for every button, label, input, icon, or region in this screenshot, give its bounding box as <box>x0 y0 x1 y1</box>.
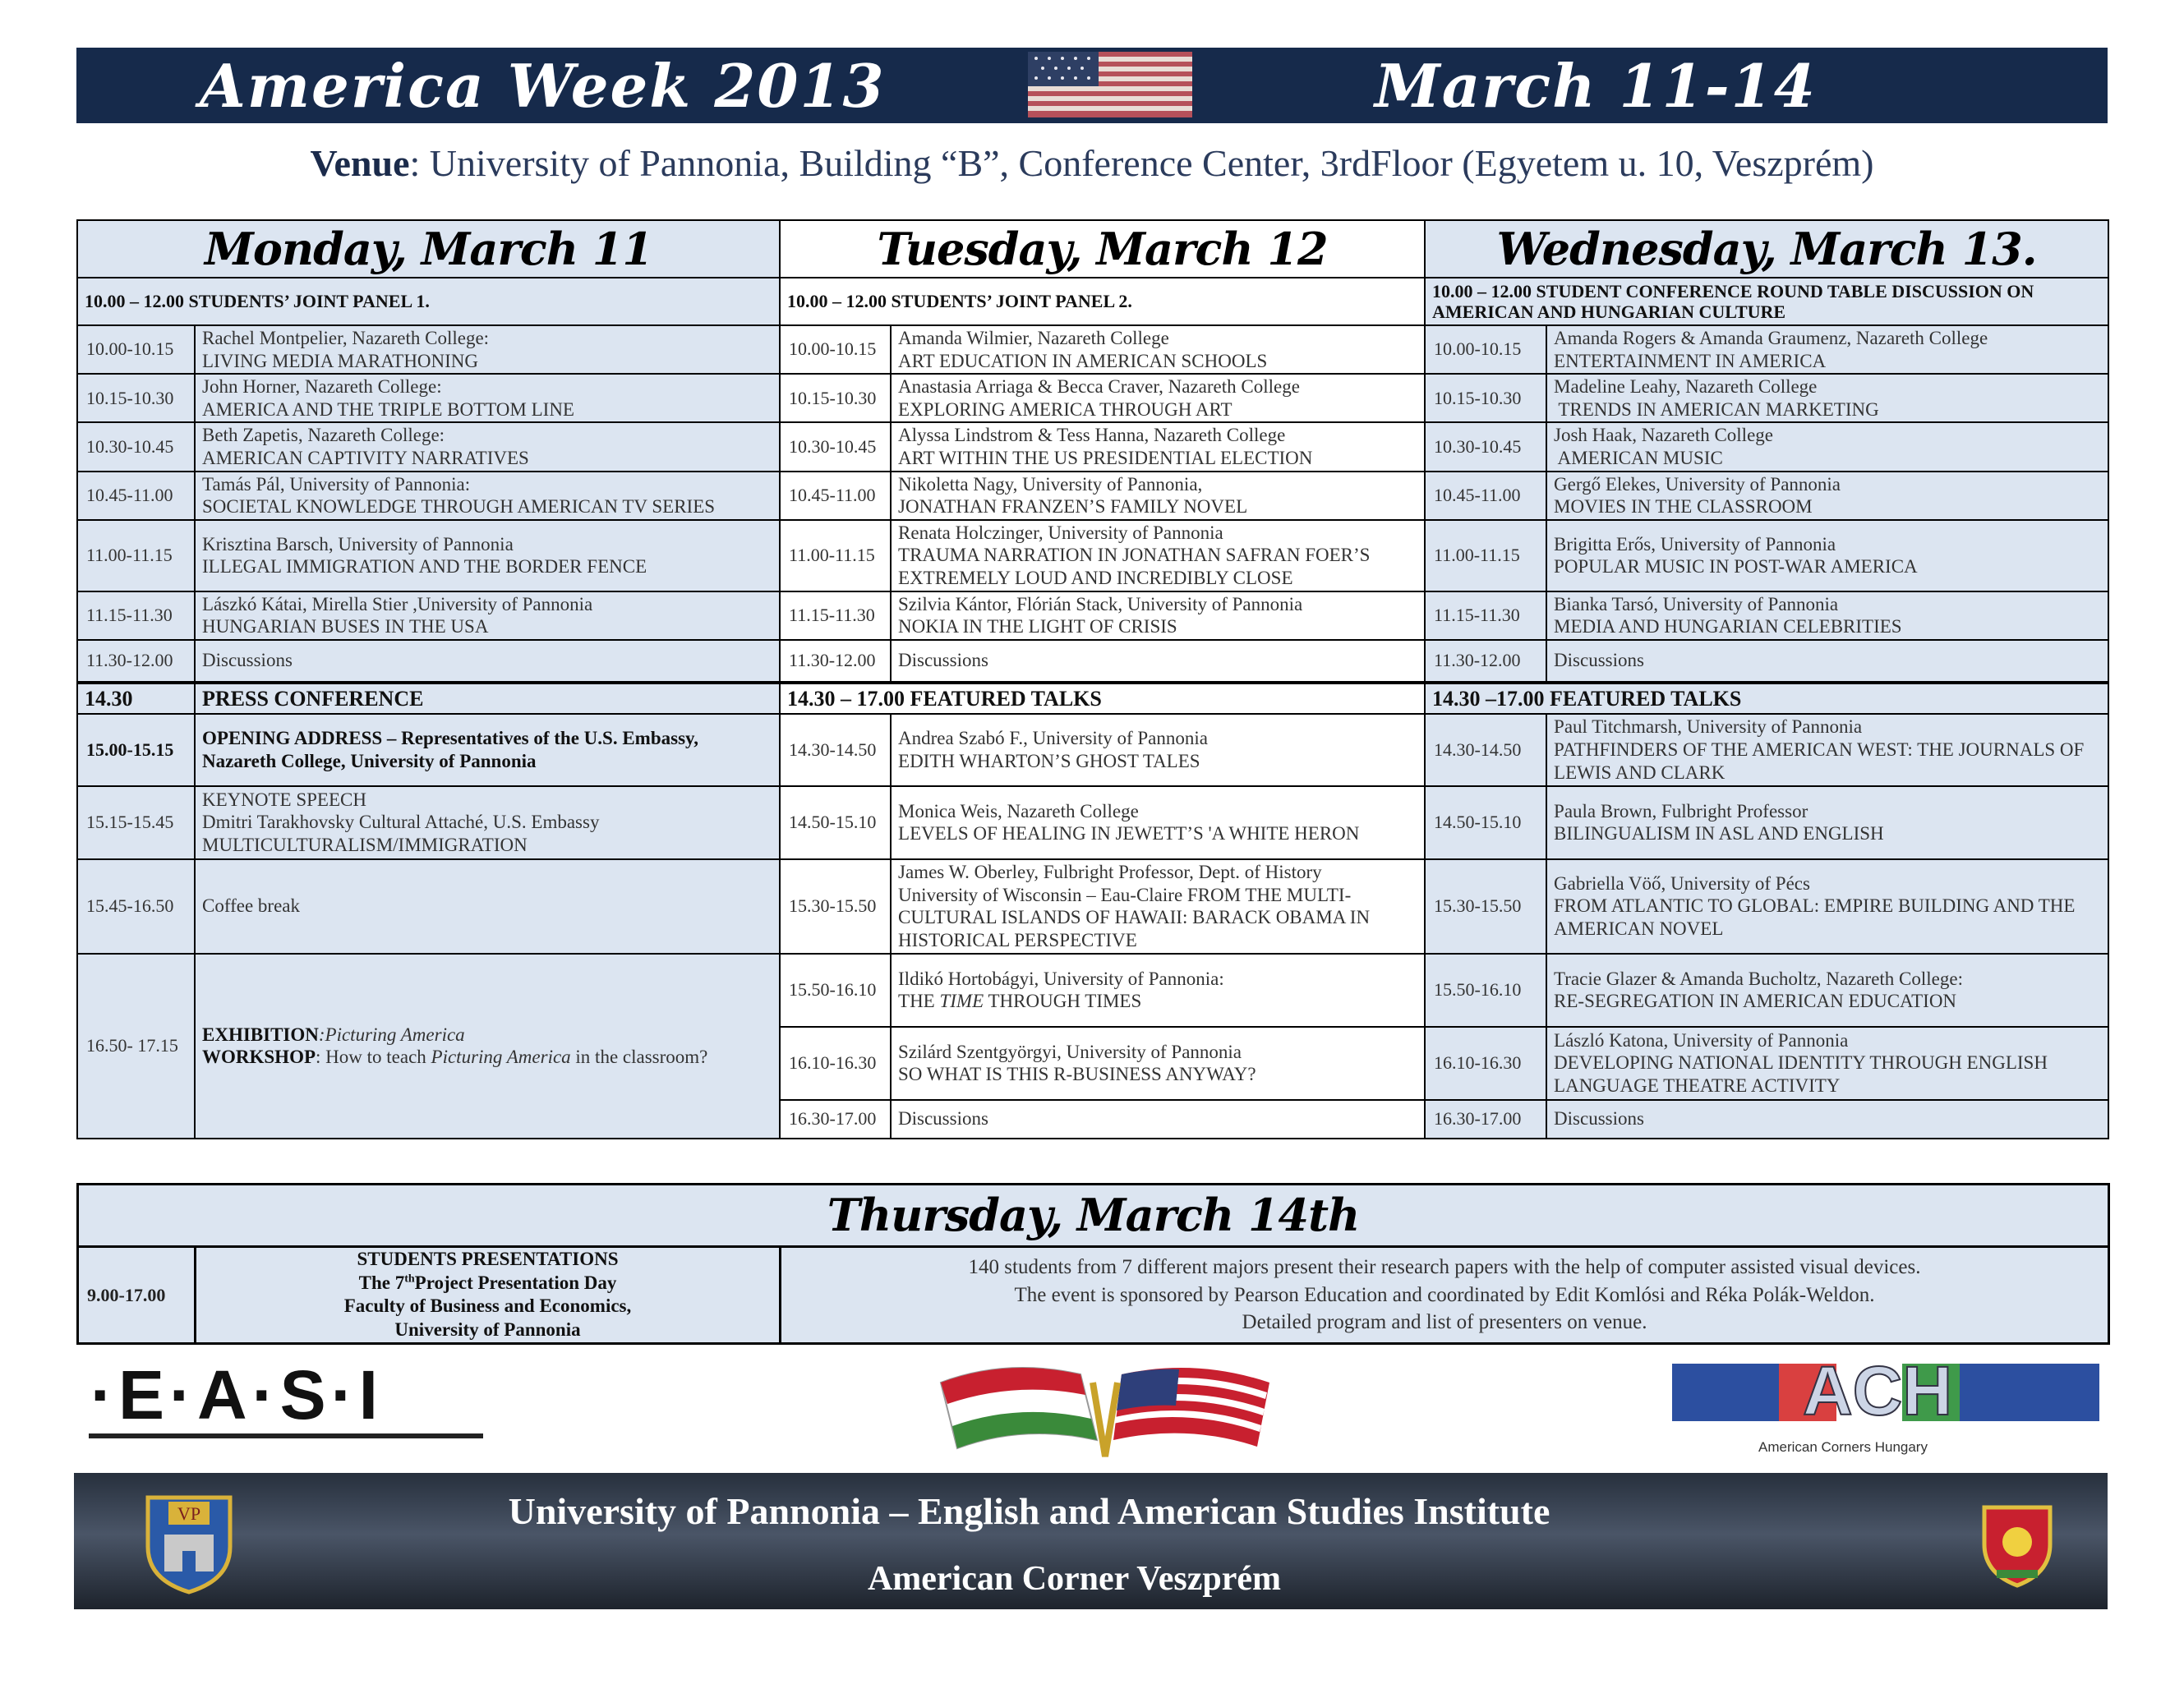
talk-cell <box>891 954 1425 1027</box>
talk-title: ART WITHIN THE US PRESIDENTIAL ELECTION <box>898 447 1313 468</box>
event-label: STUDENTS PRESENTATIONS <box>357 1248 619 1269</box>
time-cell: 11.15-11.30 <box>77 591 195 640</box>
time-cell: 11.15-11.30 <box>780 591 891 640</box>
ach-logo: ACH <box>1803 1364 1952 1429</box>
talk-title: EDITH WHARTON’S GHOST TALES <box>898 750 1200 771</box>
schedule-row <box>77 714 2108 786</box>
talk-cell <box>891 472 1425 520</box>
talk-title: MOVIES IN THE CLASSROOM <box>1554 496 1813 518</box>
event-day-text: The 7 <box>358 1272 405 1293</box>
speaker: Szilvia Kántor, Flórián Stack, University of Pannonia <box>898 593 1303 614</box>
talk-cell <box>1546 520 2108 591</box>
footer-institute: University of Pannonia – English and American Studies Institute <box>508 1490 1550 1532</box>
talk-title: NOKIA IN THE LIGHT OF CRISIS <box>898 616 1177 637</box>
talk-title: POPULAR MUSIC IN POST-WAR AMERICA <box>1554 556 1918 578</box>
venue-line <box>0 141 2184 185</box>
talk-cell: Discussions <box>195 640 780 683</box>
talk-cell <box>1546 472 2108 520</box>
talk-title: RE-SEGREGATION IN AMERICAN EDUCATION <box>1554 991 1957 1012</box>
day-header-row <box>77 220 2108 278</box>
description-line: Detailed program and list of presenters on venue. <box>1242 1311 1647 1334</box>
speaker: Tracie Glazer & Amanda Bucholtz, Nazareth College: <box>1554 968 1963 989</box>
workshop-text-end: in the classroom? <box>570 1047 708 1068</box>
speaker: Monica Weis, Nazareth College <box>898 800 1139 821</box>
footer-banner <box>74 1473 2108 1609</box>
thursday-event <box>196 1246 781 1343</box>
time-cell: 16.30-17.00 <box>1425 1100 1546 1139</box>
time-cell: 11.00-11.15 <box>780 520 891 591</box>
description-line: The event is sponsored by Pearson Education and coordinated by Edit Komlósi and Réka Polák-Weldon. <box>1014 1283 1875 1306</box>
talk-title <box>898 990 1417 1013</box>
talk-cell: Discussions <box>891 640 1425 683</box>
time-cell: 15.30-15.50 <box>780 859 891 954</box>
schedule-row <box>77 786 2108 859</box>
talk-title: MEDIA AND HUNGARIAN CELEBRITIES <box>1554 616 1902 637</box>
time-cell: 10.00-10.15 <box>1425 325 1546 374</box>
workshop-text: : How to teach <box>316 1047 431 1068</box>
speaker: Anastasia Arriaga & Becca Craver, Nazareth College <box>898 376 1300 398</box>
us-flag-icon <box>1028 52 1192 117</box>
opening-address: OPENING ADDRESS – Representatives of the U.S. Embassy, Nazareth College, University of Pannonia <box>195 714 780 786</box>
schedule-row <box>77 472 2108 520</box>
talk-cell <box>195 472 780 520</box>
talk-title: AMERICA AND THE TRIPLE BOTTOM LINE <box>202 398 574 420</box>
speaker: Madeline Leahy, Nazareth College <box>1554 376 1818 398</box>
talk-title: EXPLORING AMERICA THROUGH ART <box>898 398 1233 420</box>
schedule-row <box>77 640 2108 683</box>
time-cell: 15.15-15.45 <box>77 786 195 859</box>
title-banner <box>76 48 2108 123</box>
schedule-row <box>77 374 2108 422</box>
speaker: Beth Zapetis, Nazareth College: <box>202 425 445 446</box>
talk-cell <box>1546 325 2108 374</box>
talk-title: SOCIETAL KNOWLEDGE THROUGH AMERICAN TV SERIES <box>202 496 716 518</box>
talk-cell <box>195 520 780 591</box>
time-cell: 14.30-14.50 <box>780 714 891 786</box>
monday-panel: 10.00 – 12.00 STUDENTS’ JOINT PANEL 1. <box>77 278 780 325</box>
time-cell: 11.30-12.00 <box>780 640 891 683</box>
time-cell: 10.15-10.30 <box>77 374 195 422</box>
talk-cell <box>195 374 780 422</box>
speaker: Bianka Tarsó, University of Pannonia <box>1554 593 1839 614</box>
title-part: THE <box>898 991 940 1012</box>
speaker: Alyssa Lindstrom & Tess Hanna, Nazareth College <box>898 425 1286 446</box>
exhibition-title: :Picturing America <box>318 1024 465 1045</box>
keynote-cell <box>195 786 780 859</box>
time-cell: 14.30-14.50 <box>1425 714 1546 786</box>
talk-title: ILLEGAL IMMIGRATION AND THE BORDER FENCE <box>202 556 647 578</box>
talk-cell <box>195 325 780 374</box>
time-cell: 11.00-11.15 <box>77 520 195 591</box>
footer-corner: American Corner Veszprém <box>867 1560 1282 1598</box>
ach-caption: American Corners Hungary <box>1758 1439 1928 1455</box>
schedule-row <box>77 422 2108 471</box>
talk-cell <box>891 714 1425 786</box>
speaker: Andrea Szabó F., University of Pannonia <box>898 728 1208 749</box>
talk-title: JONATHAN FRANZEN’S FAMILY NOVEL <box>898 496 1248 518</box>
talk-title: MULTICULTURALISM/IMMIGRATION <box>202 835 528 856</box>
easi-logo: ·E·A·S·I <box>90 1356 383 1433</box>
speaker: Paula Brown, Fulbright Professor <box>1554 800 1808 821</box>
talk-cell <box>891 520 1425 591</box>
event-day <box>196 1272 779 1295</box>
talk-title: AMERICAN MUSIC <box>1554 447 1723 468</box>
press-conference-heading: PRESS CONFERENCE <box>195 683 780 714</box>
time-cell: 10.30-10.45 <box>780 422 891 471</box>
description-line: 140 students from 7 different majors present their research papers with the help of computer assisted visual devices. <box>968 1255 1921 1278</box>
ordinal-suffix: th <box>404 1272 415 1285</box>
talk-cell <box>891 786 1425 859</box>
wednesday-panel: 10.00 – 12.00 STUDENT CONFERENCE ROUND TABLE DISCUSSION ON AMERICAN AND HUNGARIAN CULTURE <box>1425 278 2108 325</box>
talk-cell <box>1546 714 2108 786</box>
time-cell: 11.00-11.15 <box>1425 520 1546 591</box>
thursday-row <box>78 1246 2109 1343</box>
time-cell: 15.00-15.15 <box>77 714 195 786</box>
wednesday-heading: Wednesday, March 13. <box>1425 220 2108 278</box>
talk-title: FROM ATLANTIC TO GLOBAL: EMPIRE BUILDING AND THE AMERICAN NOVEL <box>1554 895 2076 940</box>
time-cell: 16.30-17.00 <box>780 1100 891 1139</box>
talk-cell <box>891 591 1425 640</box>
time-cell: 15.45-16.50 <box>77 859 195 954</box>
thursday-description <box>781 1246 2109 1343</box>
speaker: Josh Haak, Nazareth College <box>1554 425 1773 446</box>
easi-logo-underline <box>89 1433 483 1438</box>
talk-cell <box>891 859 1425 954</box>
exhibition-cell <box>195 954 780 1139</box>
thursday-heading: Thursday, March 14th <box>78 1185 2109 1247</box>
talk-title: TRENDS IN AMERICAN MARKETING <box>1554 398 1879 420</box>
title-emphasis: TIME <box>939 991 984 1012</box>
crest-lettering: VP <box>177 1503 201 1524</box>
talk-title: DEVELOPING NATIONAL IDENTITY THROUGH ENGLISH LANGUAGE THEATRE ACTIVITY <box>1554 1052 2048 1097</box>
schedule-row <box>77 859 2108 954</box>
time-cell: 10.45-11.00 <box>1425 472 1546 520</box>
title-part: THROUGH TIMES <box>984 991 1142 1012</box>
talk-title: LIVING MEDIA MARATHONING <box>202 350 479 371</box>
speaker: Nikoletta Nagy, University of Pannonia, <box>898 473 1203 495</box>
talk-title: AMERICAN CAPTIVITY NARRATIVES <box>202 447 529 468</box>
panel-row <box>77 278 2108 325</box>
tuesday-heading: Tuesday, March 12 <box>780 220 1425 278</box>
talk-cell: Discussions <box>891 1100 1425 1139</box>
thursday-time: 9.00-17.00 <box>78 1246 196 1343</box>
time-cell: 10.15-10.30 <box>1425 374 1546 422</box>
thursday-header-row <box>78 1185 2109 1247</box>
ach-logo-banner <box>1672 1364 2099 1438</box>
time-cell: 11.30-12.00 <box>1425 640 1546 683</box>
time-cell: 10.30-10.45 <box>1425 422 1546 471</box>
talk-title: BILINGUALISM IN ASL AND ENGLISH <box>1554 823 1884 844</box>
speaker: Renata Holczinger, University of Pannonia <box>898 522 1223 543</box>
event-faculty: Faculty of Business and Economics, <box>343 1295 632 1317</box>
schedule-row <box>77 591 2108 640</box>
talk-cell <box>891 374 1425 422</box>
workshop-label: WORKSHOP <box>202 1047 316 1068</box>
crossed-flags-icon <box>933 1350 1278 1465</box>
talk-cell <box>1546 859 2108 954</box>
talk-cell <box>1546 954 2108 1027</box>
talk-cell: Discussions <box>1546 640 2108 683</box>
time-cell: 10.15-10.30 <box>780 374 891 422</box>
speaker: Tamás Pál, University of Pannonia: <box>202 473 471 495</box>
tuesday-panel: 10.00 – 12.00 STUDENTS’ JOINT PANEL 2. <box>780 278 1425 325</box>
speaker: Gabriella Vöő, University of Pécs <box>1554 872 1810 894</box>
talk-cell <box>195 591 780 640</box>
exhibition-line <box>202 1024 772 1047</box>
event-title: America Week 2013 <box>200 51 886 121</box>
schedule-row <box>77 520 2108 591</box>
talk-cell <box>891 325 1425 374</box>
time-cell: 14.50-15.10 <box>1425 786 1546 859</box>
speaker: Gergő Elekes, University of Pannonia <box>1554 473 1841 495</box>
time-cell: 10.30-10.45 <box>77 422 195 471</box>
talk-title: SO WHAT IS THIS R-BUSINESS ANYWAY? <box>898 1064 1256 1085</box>
speaker: Szilárd Szentgyörgyi, University of Pannonia <box>898 1041 1242 1062</box>
talk-title: ART EDUCATION IN AMERICAN SCHOOLS <box>898 350 1268 371</box>
time-cell: 15.50-16.10 <box>780 954 891 1027</box>
speaker: Paul Titchmarsh, University of Pannonia <box>1554 716 1863 738</box>
talk-title: HUNGARIAN BUSES IN THE USA <box>202 616 489 637</box>
speaker: László Katona, University of Pannonia <box>1554 1029 1849 1051</box>
talk-cell <box>1546 786 2108 859</box>
speaker: Krisztina Barsch, University of Pannonia <box>202 533 514 554</box>
speaker: Rachel Montpelier, Nazareth College: <box>202 328 490 348</box>
time-cell: 16.10-16.30 <box>780 1027 891 1100</box>
talk-cell <box>1546 591 2108 640</box>
exhibition-label: EXHIBITION <box>202 1024 319 1045</box>
talk-cell <box>195 422 780 471</box>
speaker: Amanda Rogers & Amanda Graumenz, Nazareth College <box>1554 328 1988 348</box>
schedule-row <box>77 325 2108 374</box>
event-dates: March 11-14 <box>1375 51 1817 121</box>
thursday-table <box>76 1183 2110 1345</box>
time-cell: 15.30-15.50 <box>1425 859 1546 954</box>
speaker: Amanda Wilmier, Nazareth College <box>898 328 1169 348</box>
coffee-break: Coffee break <box>195 859 780 954</box>
event-day-text: Project Presentation Day <box>414 1272 617 1293</box>
talk-title: PATHFINDERS OF THE AMERICAN WEST: THE JOURNALS OF LEWIS AND CLARK <box>1554 739 2085 783</box>
talk-cell <box>891 422 1425 471</box>
time-cell: 10.45-11.00 <box>77 472 195 520</box>
event-university: University of Pannonia <box>394 1319 581 1341</box>
time-cell: 14.50-15.10 <box>780 786 891 859</box>
faculty-crest-icon <box>1972 1499 2062 1590</box>
speaker: Ildikó Hortobágyi, University of Pannonia: <box>898 968 1224 989</box>
speaker: James W. Oberley, Fulbright Professor, Dept. of History <box>898 862 1322 883</box>
time-cell: 10.45-11.00 <box>780 472 891 520</box>
talk-title: TRAUMA NARRATION IN JONATHAN SAFRAN FOER’S EXTREMELY LOUD AND INCREDIBLY CLOSE <box>898 545 1371 588</box>
talk-title: University of Wisconsin – Eau-Claire FROM THE MULTI-CULTURAL ISLANDS OF HAWAII: BARACK OBAMA IN HISTORICAL PERSPECTIVE <box>898 884 1371 950</box>
workshop-emphasis: Picturing America <box>431 1047 571 1068</box>
time-cell: 10.00-10.15 <box>77 325 195 374</box>
workshop-line <box>202 1046 772 1069</box>
speaker: Lászkó Kátai, Mirella Stier ,University of Pannonia <box>202 593 593 614</box>
schedule-table <box>76 219 2109 1139</box>
wednesday-featured-heading: 14.30 –17.00 FEATURED TALKS <box>1425 683 2108 714</box>
talk-cell <box>1546 422 2108 471</box>
talk-cell <box>891 1027 1425 1100</box>
time-cell: 10.00-10.15 <box>780 325 891 374</box>
talk-title: ENTERTAINMENT IN AMERICA <box>1554 350 1827 371</box>
time-cell: 16.50- 17.15 <box>77 954 195 1139</box>
time-cell: 16.10-16.30 <box>1425 1027 1546 1100</box>
speaker: John Horner, Nazareth College: <box>202 376 442 398</box>
talk-cell: Discussions <box>1546 1100 2108 1139</box>
venue-label: Venue <box>310 142 410 184</box>
time-cell: 11.30-12.00 <box>77 640 195 683</box>
afternoon-header-row <box>77 683 2108 714</box>
press-time: 14.30 <box>77 683 195 714</box>
venue-text: : University of Pannonia, Building “B”, Conference Center, 3rdFloor (Egyetem u. 10, Veszprém) <box>409 142 1874 184</box>
time-cell: 11.15-11.30 <box>1425 591 1546 640</box>
monday-heading: Monday, March 11 <box>77 220 780 278</box>
tuesday-featured-heading: 14.30 – 17.00 FEATURED TALKS <box>780 683 1425 714</box>
talk-title: LEVELS OF HEALING IN JEWETT’S 'A WHITE HERON <box>898 823 1360 844</box>
schedule-row <box>77 954 2108 1027</box>
talk-cell <box>1546 1027 2108 1100</box>
speaker: Dmitri Tarakhovsky Cultural Attaché, U.S. Embassy <box>202 812 600 833</box>
speaker: Brigitta Erős, University of Pannonia <box>1554 533 1836 554</box>
talk-cell <box>1546 374 2108 422</box>
time-cell: 15.50-16.10 <box>1425 954 1546 1027</box>
keynote-label: KEYNOTE SPEECH <box>202 789 366 810</box>
